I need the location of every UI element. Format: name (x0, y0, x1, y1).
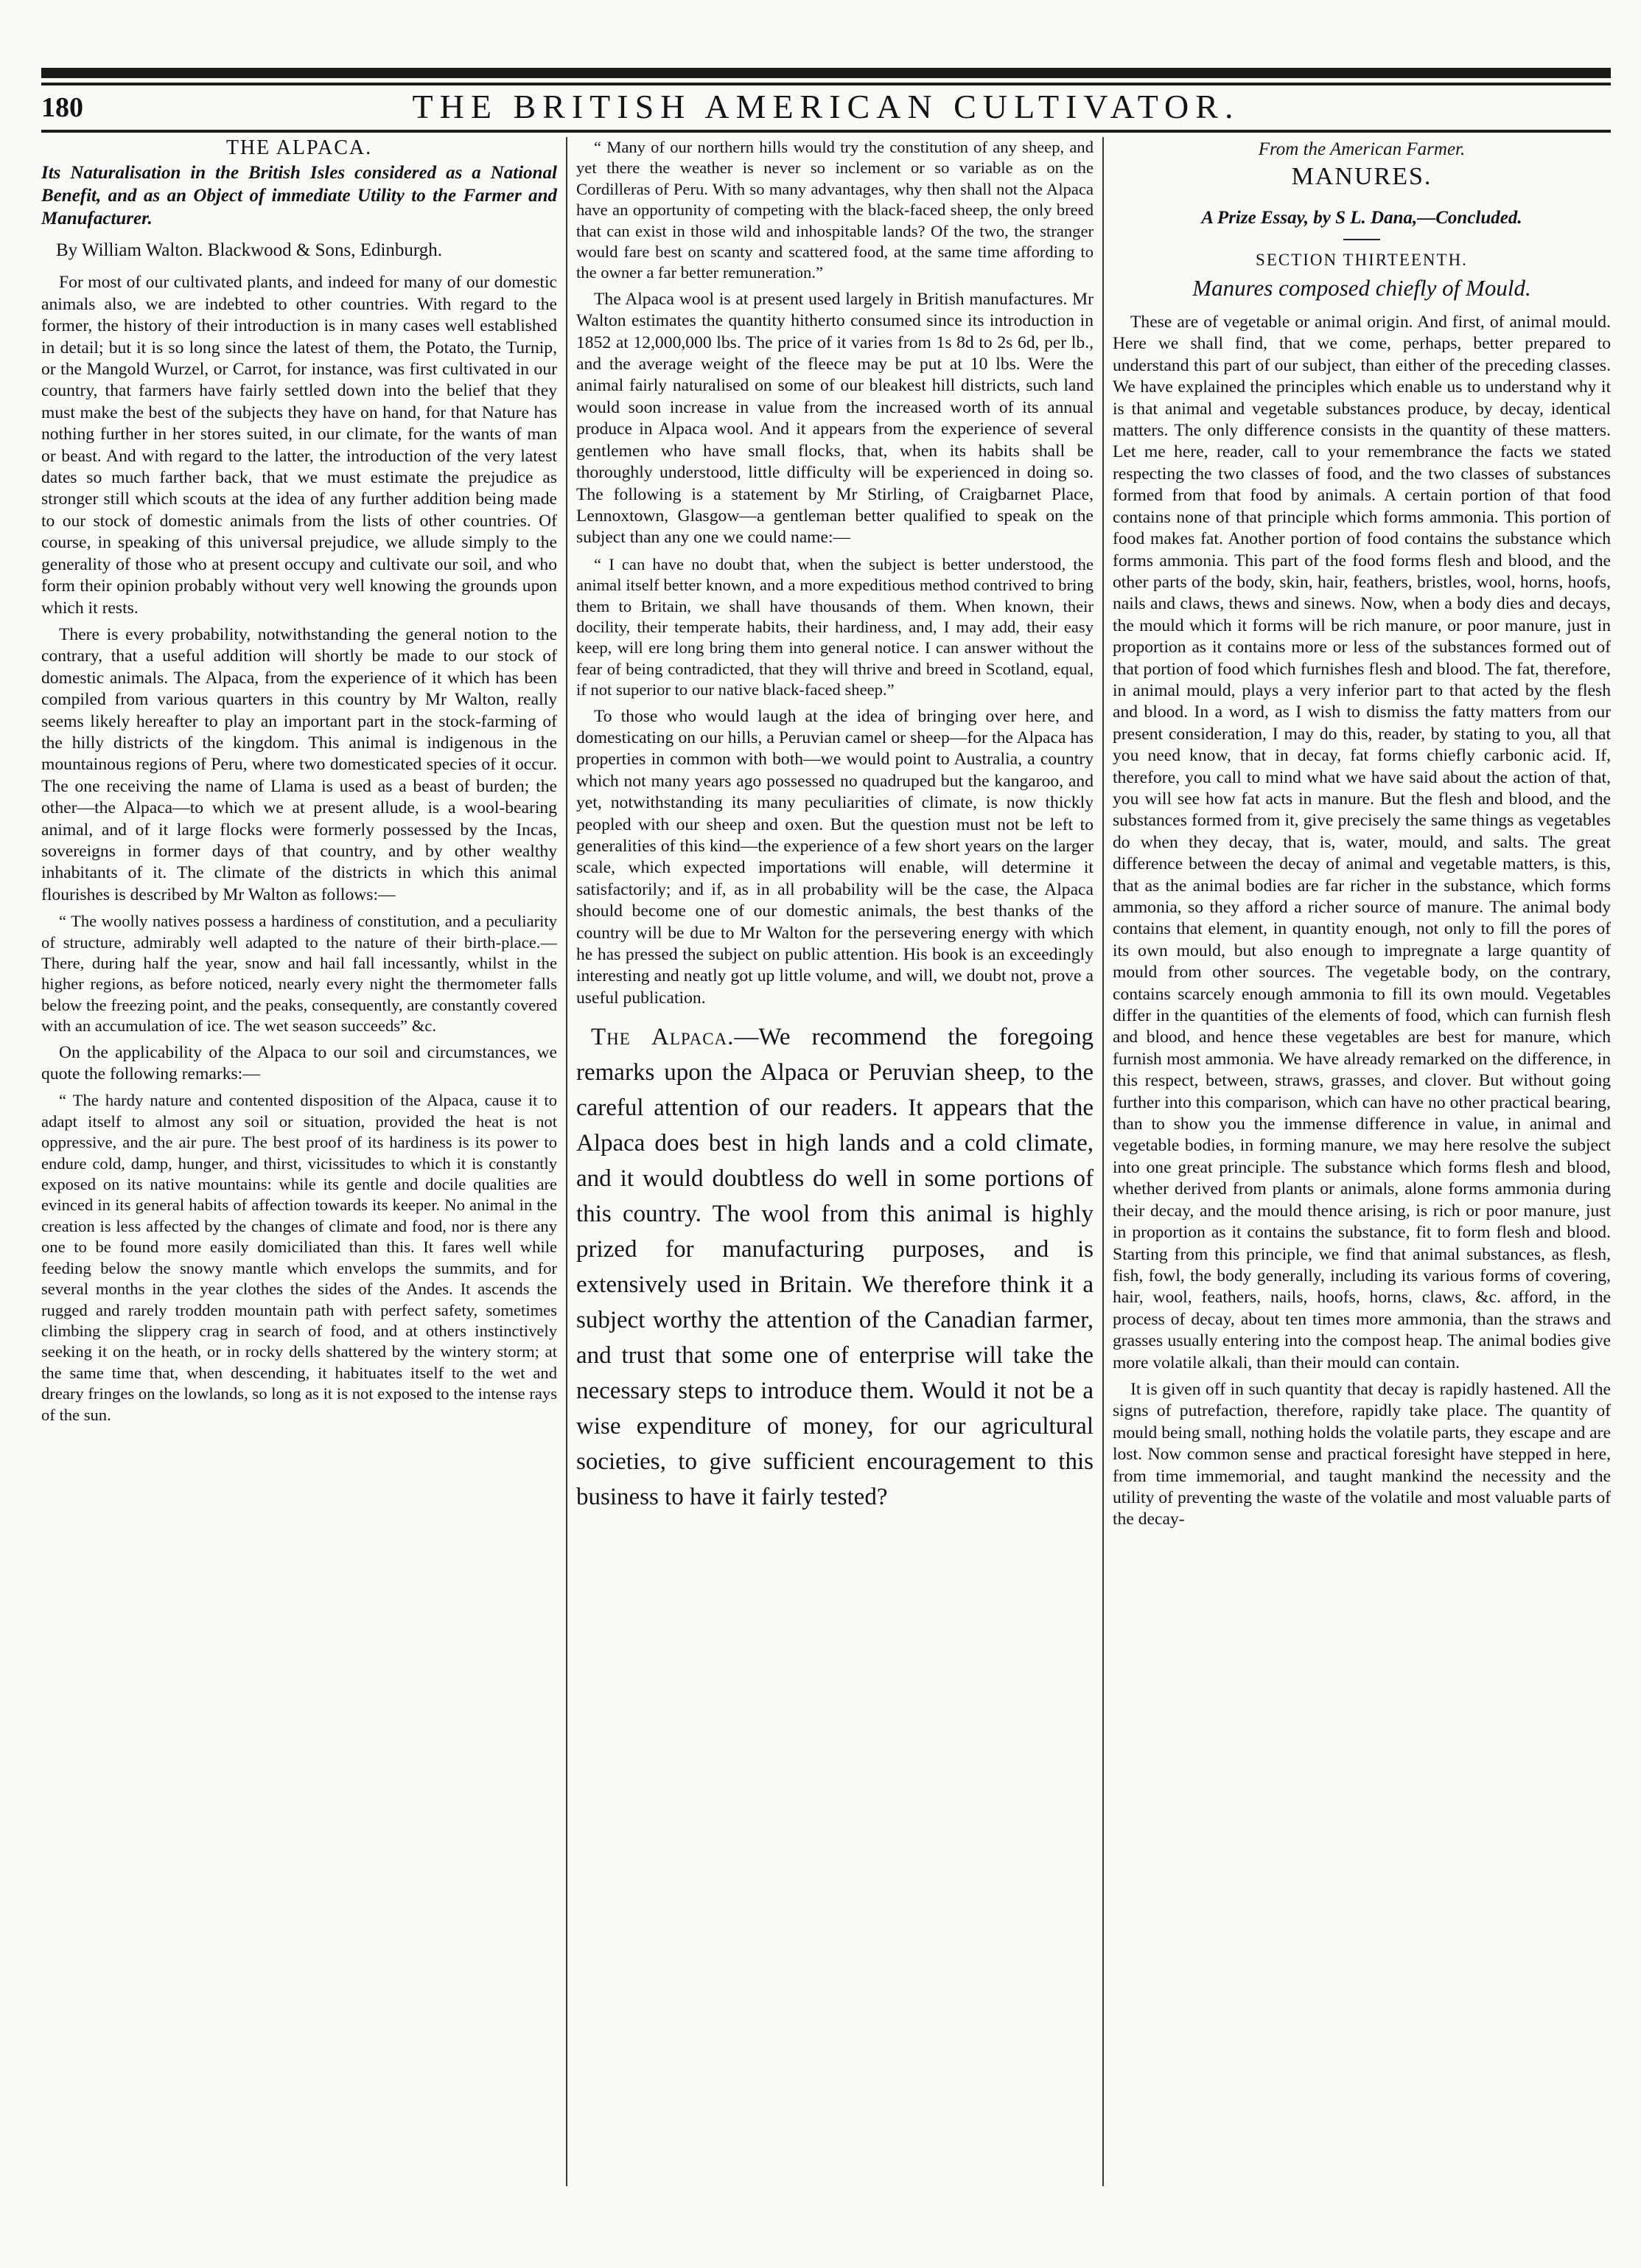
paragraph: It is given off in such quantity that decay is rapidly hastened. All the signs of putrefaction, therefore, rapidly take place. The quantity of mould being small, nothing holds the volatile parts, they escape and are lost. Now common sense and practical foresight have stepped in here, from time immemorial, and taught mankind the necessity and the utility of preventing the waste of the volatile and most valuable parts of the decay- (1113, 1379, 1611, 1529)
quotation: “ Many of our northern hills would try the constitution of any sheep, and yet there the weather is never so inclement or so variable as on the Cordilleras of Peru. With so many advantages, why then shall not the Alpaca have an opportunity of competing with the black-faced sheep, the only breed that can exist in those wild and inhospitable lands? Of the two, the stranger would fare best on scanty and scattered food, at the same time affording to the owner a far better remuneration.” (576, 138, 1094, 282)
essay-credit: A Prize Essay, by S L. Dana,—Concluded. (1201, 207, 1522, 228)
paragraph: There is every probability, notwithstanding the general notion to the contrary, that a useful addition will shortly be made to our stock of domestic animals. The Alpaca, from the experience of it which has been compiled from various quarters in this country by Mr Walton, really seems likely hereafter to play an important part in the stock-farming of the hilly districts of the kingdom. This animal is indigenous in the mountainous regions of Peru, where two domesticated species of it occur. The one receiving the name of Llama is used as a beast of burden; the other—the Alpaca—to which we at present allude, is a wool-bearing animal, and of it large flocks were formerly possessed by the Incas, sovereigns in former days of that country, and by other wealthy inhabitants of it. The climate of the districts in which this animal flourishes is described by Mr Walton as follows:— (41, 624, 557, 904)
paragraph: To those who would laugh at the idea of bringing over here, and domesticating on our hills, a Peruvian camel or sheep—for the Alpaca has properties in common with both—we would point to Australia, a country which not many years ago possessed no quadruped but the kangaroo, and yet, notwithstanding its many peculiarities of climate, is now thickly peopled with our sheep and oxen. But the question must not be left to generalities of this kind—the experience of a few short years on the larger scale, which expected importations will enable, will determine it satisfactorily; and if, as in all probability will be the case, the Alpaca should become one of our domestic animals, the best thanks of the country will be due to Mr Walton for the persevering energy with which he has pressed the subject on public attention. His book is an exceedingly interesting and neatly got up little volume, and will, we doubt not, prove a useful publication. (576, 706, 1094, 1008)
quotation: “ The hardy nature and contented disposition of the Alpaca, cause it to adapt itself to almost any soil or situation, provided the heat is not oppressive, and the air pure. The best proof of its hardiness is its power to endure cold, damp, hunger, and thirst, vicissitudes to which it is constantly exposed on its native mountains: while its gentle and docile qualities are evinced in its general habits of affection towards its keeper. No animal in the creation is less affected by the changes of climate and food, nor is there any one to be found more easily domiciliated than this. It fares well while feeding below the snowy mantle which envelops the summits, and for several months in the year clothes the sides of the Andes. It ascends the rugged and rarely trodden mountain path with perfect safety, sometimes climbing the slippery crag in search of food, and at others instinctively seeking it on the heath, or in rocky dells shattered by the wintery storm; at the same time that, when descending, it habituates itself to the wet and dreary fringes on the lowlands, so long as it is not exposed to the intense rays of the sun. (41, 1091, 557, 1424)
editorial-note-lead: The Alpaca. (591, 1024, 735, 1051)
publication-title: THE BRITISH AMERICAN CULTIVATOR. (412, 88, 1240, 125)
article-title-alpaca: THE ALPACA. (225, 136, 373, 159)
top-rule-thin (41, 83, 1611, 86)
separator-rule (1343, 239, 1380, 240)
paragraph: On the applicability of the Alpaca to our soil and circumstances, we quote the following remarks:— (41, 1042, 557, 1084)
editorial-note (576, 1019, 1094, 1515)
paragraph: These are of vegetable or animal origin. And first, of animal mould. Here we shall find, that we come, perhaps, better prepared to understand this part of our subject, than either of the preceding classes. We have explained the principles which enable us to understand why it is that animal and vegetable substances produce, by decay, identical matters. The only difference consists in the quantity of these matters. Let me here, reader, call to your remembrance the facts we stated respecting the two classes of food, and the two classes of substances formed from that food by animals. A certain portion of that food contains none of that principle which forms ammonia. This portion of food makes fat. Another portion of food contains the substance which forms ammonia. This part of the food forms flesh and blood, and the other parts of the body, skin, hair, feathers, bristles, wool, horns, hoofs, nails and claws, thews and sinews. Now, when a body dies and decays, the mould which it forms will be rich manure, or poor manure, just in proportion as it contains more or less of the substances formed out of that portion of food which furnishes flesh and blood. The fat, therefore, in animal mould, plays a very inferior part to that acted by the flesh and blood. In a word, as I wish to dismiss the fatty matters from our present consideration, I may do this, reader, by stating to you, all that you need know, that in decay, fat forms chiefly carbonic acid. If, therefore, you call to mind what we have said about the action of that, you will see how fat acts in manure. But the flesh and blood, and the substances formed from it, give precisely the same things as vegetables do when they decay, that is, water, mould, and salts. The great difference between the decay of animal and vegetable matters, is this, that as the animal bodies are far richer in the substance, which forms ammonia, so they afford a richer source of manure. The animal body contains that element, in quantity enough, not only to fill the pores of its own mould, but also enough to impregnate a large quantity of mould from other sources. The vegetable body, on the contrary, contains scarcely enough ammonia to fill its own mould. Vegetables differ in the quantities of the elements of food, which can furnish flesh and blood, and hence these vegetables are best for manure, which furnish most ammonia. We have already remarked on the difference, in this respect, between, straws, grasses, and clover. But without going further into this comparison, which can have no other practical bearing, than to show you the immense difference in value, in animal and vegetable bodies, in forming manure, we may here resolve the subject into one great principle. The substance which forms flesh and blood, whether derived from plants or animals, alone forms ammonia during their decay, and the mould thence arising, is rich or poor manure, just in proportion as it contains the substance, fit to form flesh and blood. Starting from this principle, we find that animal substances, as flesh, fish, fowl, the body generally, including its various forms of covering, hair, wool, feathers, nails, hoofs, horns, claws, &c. afford, in the process of decay, about ten times more ammonia, than the straws and grasses usually entering into the compost heap. The animal bodies give more volatile alkali, than their mould can contain. (1113, 313, 1611, 1372)
column-3 (1113, 137, 1611, 1536)
editorial-note-body: —We recommend the foregoing remarks upon the Alpaca or Peruvian sheep, to the careful attention of our readers. It appears that the Alpaca does best in high lands and a cold climate, and it would doubtless do well in some portions of this country. The wool from this animal is highly prized for manufacturing purposes, and is extensively used in Britain. We therefore think it a subject worthy the attention of the Canadian farmer, and trust that some one of enterprise will take the necessary steps to introduce them. Would it not be a wise expenditure of money, for our agricultural societies, to give sufficient encouragement to this business to have it fairly tested? (576, 1024, 1094, 1511)
section-title: Manures composed chiefly of Mould. (1192, 274, 1531, 301)
source-credit: From the American Farmer. (1258, 139, 1466, 159)
page-number: 180 (41, 92, 83, 123)
page-header (41, 87, 1611, 128)
article-subtitle: Its Naturalisation in the British Isles considered as a National Benefit, and as an Object of immediate Utility to the Farmer and Manufacturer. (41, 163, 557, 229)
column-1 (41, 137, 557, 1431)
article-title-manures: MANURES. (1291, 163, 1432, 191)
column-divider-1 (566, 137, 567, 2186)
column-2 (576, 137, 1094, 1520)
article-byline: By William Walton. Blackwood & Sons, Edinburgh. (56, 240, 443, 261)
column-divider-2 (1102, 137, 1104, 2186)
quotation: “ The woolly natives possess a hardiness of constitution, and a peculiarity of structure, admirably well adapted to the nature of their birth-place.— There, during half the year, snow and hail fall incessantly, whilst in the higher regions, as before noticed, nearly every night the thermometer falls below the freezing point, and the peaks, consequently, are constantly covered with an accumulation of ice. The wet season succeeds” &c. (41, 912, 557, 1036)
paragraph: The Alpaca wool is at present used largely in British manufactures. Mr Walton estimates the quantity hitherto consumed since its introduction in 1852 at 12,000,000 lbs. The price of it varies from 1s 8d to 2s 6d, per lb., and the average weight of the fleece may be put at 10 lbs. Were the animal fairly naturalised on some of our bleakest hill districts, such land would soon increase in value from the increased worth of its annual produce in Alpaca wool. And it appears from the experience of several gentlemen who have small flocks, that, when its habits shall be thoroughly understood, little difficulty will be experienced in doing so. The following is a statement by Mr Stirling, of Craigbarnet Place, Lennoxtown, Glasgow—a gentleman better qualified to speak on the subject than any one we could name:— (576, 289, 1094, 548)
top-rule-thick (41, 68, 1611, 78)
quotation: “ I can have no doubt that, when the subject is better understood, the animal itself better known, and a more expeditious method contrived to bring them to Britain, we shall have thousands of them. When known, their docility, their temperate habits, their hardiness, and, I may add, their easy keep, will ere long bring them into general notice. I can answer without the fear of being contradicted, that they will thrive and breed in Scotland, equal, if not superior to our native black-faced sheep.” (576, 554, 1094, 699)
paragraph: For most of our cultivated plants, and indeed for many of our domestic animals also, we are indebted to other countries. With regard to the former, the history of their introduction is in many cases well established in detail; but it is so long since the latest of them, the Potato, the Turnip, or the Mangold Wurzel, or Carrot, for instance, was first cultivated in our country, that farmers have fairly settled down into the belief that they must make the best of the subjects they have on hand, for that Nature has nothing further in her stores suited, in our climate, for the wants of man or beast. And with regard to the latter, the introduction of the very latest dates so much farther back, that we must estimate the prejudice as stronger still which scouts at the idea of any further addition being made to our stock of domestic animals from the lists of other countries. Of course, in speaking of this universal prejudice, we allude simply to the generality of those who at present occupy and cultivate our soil, and who form their opinion probably without very well knowing the grounds upon which it rests. (41, 273, 557, 618)
section-heading: SECTION THIRTEENTH. (1256, 251, 1468, 270)
header-rule (41, 130, 1611, 133)
